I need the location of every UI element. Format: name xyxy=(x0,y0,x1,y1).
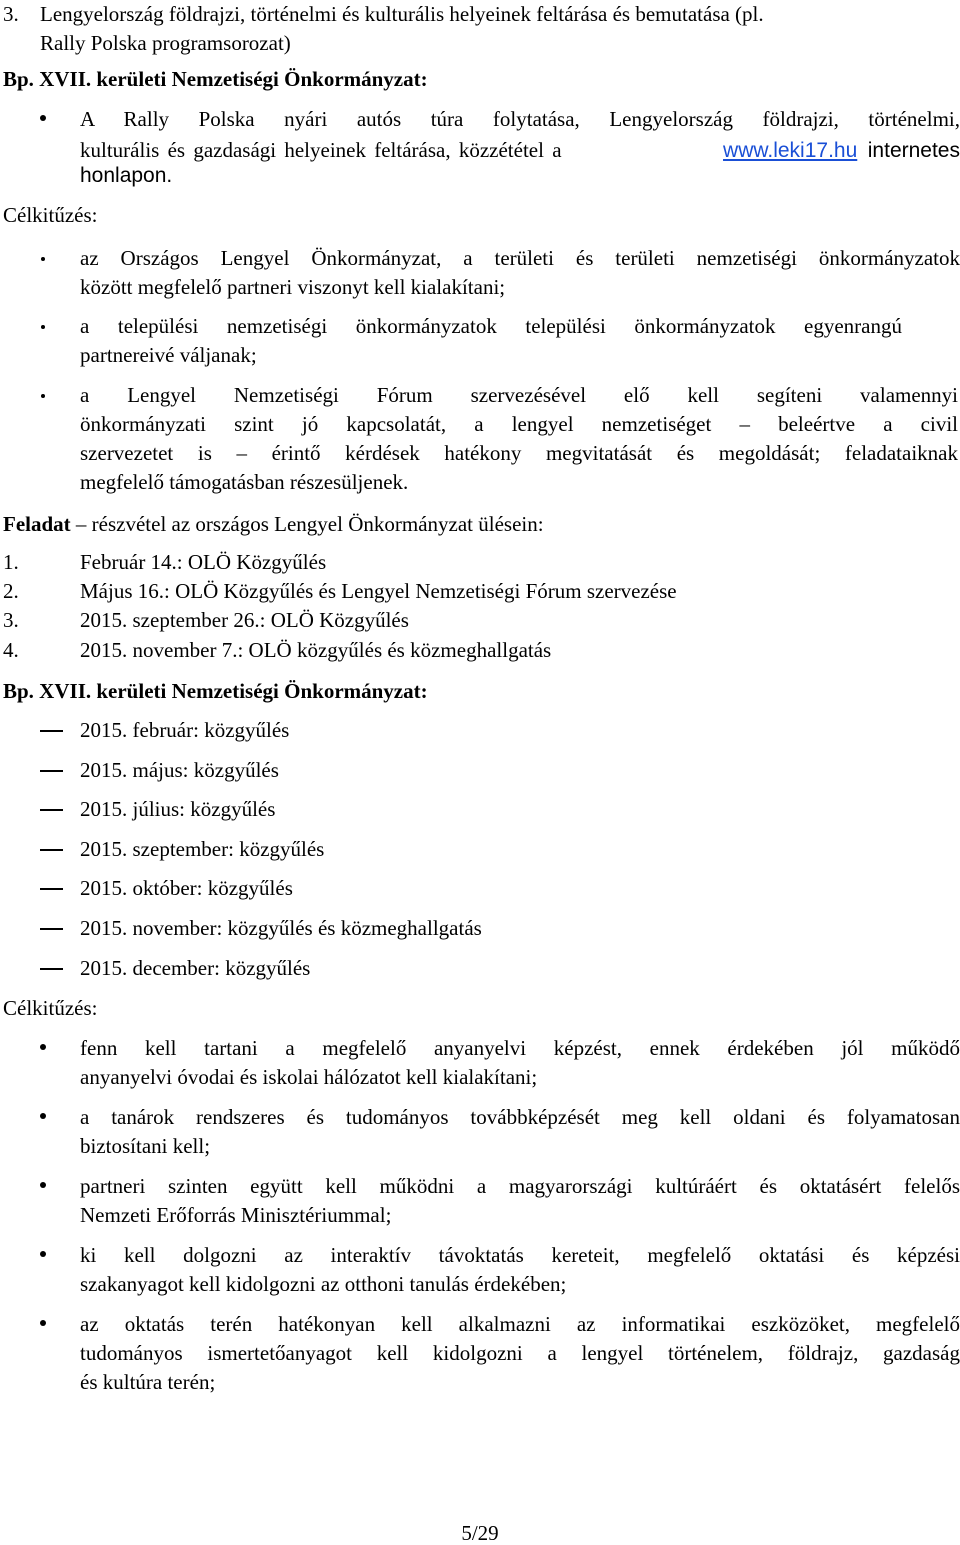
bullet-icon xyxy=(40,1251,46,1257)
bullet-icon xyxy=(41,257,45,261)
goal-line: fenn kell tartani a megfelelő anyanyelvi képzést, ennek érdekében jól működő xyxy=(80,1036,960,1060)
bullet-icon xyxy=(40,1044,46,1050)
task-label: Feladat xyxy=(3,512,71,536)
goal-line: szakanyagot kell kidolgozni az otthoni tanulás érdekében; xyxy=(80,1272,567,1296)
goal-line: a tanárok rendszeres és tudományos továbbképzését meg kell oldani és folyamatosan xyxy=(80,1105,960,1129)
goal-line: Nemzeti Erőforrás Minisztériummal; xyxy=(80,1203,392,1227)
dash-icon xyxy=(40,730,63,732)
bullet-icon xyxy=(40,1113,46,1119)
goal-line: az oktatás terén hatékonyan kell alkalmazni az informatikai eszközöket, megfelelő xyxy=(80,1312,960,1336)
goal-line: az Országos Lengyel Önkormányzat, a területi és területi nemzetiségi önkormányzatok xyxy=(80,246,960,270)
goal-line: megfelelő támogatásban részesüljenek. xyxy=(80,470,409,494)
goal-line: anyanyelvi óvodai és iskolai hálózatot kell kialakítani; xyxy=(80,1065,538,1089)
task-item: 2015. november 7.: OLÖ közgyűlés és közmeghallgatás xyxy=(80,638,552,662)
list-number: 3. xyxy=(3,2,19,26)
meeting-item: 2015. szeptember: közgyűlés xyxy=(80,837,325,861)
goal-line: tudományos ismertetőanyagot kell kidolgozni a lengyel történelem, földrajz, gazdaság xyxy=(80,1341,960,1365)
goals-heading: Célkitűzés: xyxy=(3,203,98,227)
intro-line-2: Rally Polska programsorozat) xyxy=(40,31,291,55)
section-heading: Bp. XVII. kerületi Nemzetiségi Önkormányzat: xyxy=(3,67,428,91)
task-item: Május 16.: OLÖ Közgyűlés és Lengyel Nemzetiségi Fórum szervezése xyxy=(80,579,677,603)
meeting-item: 2015. november: közgyűlés és közmeghallgatás xyxy=(80,916,482,940)
goal-line: szervezetet is – érintő kérdések hatékony megvitatását és megoldását; feladataiknak xyxy=(80,441,958,465)
rally-line-2 xyxy=(80,138,960,163)
rally-line-3: honlapon. xyxy=(80,164,173,187)
meeting-item: 2015. május: közgyűlés xyxy=(80,758,279,782)
goal-line: partnereivé váljanak; xyxy=(80,343,257,367)
dash-icon xyxy=(40,770,63,772)
dash-icon xyxy=(40,809,63,811)
bullet-icon xyxy=(40,115,46,121)
goal-line: biztosítani kell; xyxy=(80,1134,211,1158)
meeting-item: 2015. október: közgyűlés xyxy=(80,876,293,900)
rally-line-1: A Rally Polska nyári autós túra folytatása, Lengyelország földrajzi, történelmi, xyxy=(80,107,960,131)
task-item: 2015. szeptember 26.: OLÖ Közgyűlés xyxy=(80,608,409,632)
task-item: Február 14.: OLÖ Közgyűlés xyxy=(80,550,327,574)
website-link[interactable]: www.leki17.hu xyxy=(723,139,858,162)
task-number: 4. xyxy=(3,638,19,662)
goals-heading: Célkitűzés: xyxy=(3,996,98,1020)
goal-line: a Lengyel Nemzetiségi Fórum szervezésével elő kell segíteni valamennyi xyxy=(80,383,958,407)
meeting-item: 2015. február: közgyűlés xyxy=(80,718,290,742)
dash-icon xyxy=(40,849,63,851)
meeting-item: 2015. december: közgyűlés xyxy=(80,956,311,980)
goal-line: a települési nemzetiségi önkormányzatok települési önkormányzatok egyenrangú xyxy=(80,314,902,338)
goal-line: és kultúra terén; xyxy=(80,1370,216,1394)
intro-line-1: Lengyelország földrajzi, történelmi és kulturális helyeinek feltárása és bemutatása (pl. xyxy=(40,2,764,26)
task-text: – részvétel az országos Lengyel Önkormányzat ülésein: xyxy=(75,512,544,536)
task-number: 3. xyxy=(3,608,19,632)
bullet-icon xyxy=(40,1182,46,1188)
meeting-item: 2015. július: közgyűlés xyxy=(80,797,276,821)
dash-icon xyxy=(40,928,63,930)
goal-line: önkormányzati szint jó kapcsolatát, a lengyel nemzetiséget – beleértve a civil xyxy=(80,412,958,436)
goal-line: partneri szinten együtt kell működni a magyarországi kultúráért és oktatásért felelős xyxy=(80,1174,960,1198)
section-heading: Bp. XVII. kerületi Nemzetiségi Önkormányzat: xyxy=(3,679,428,703)
goal-line: ki kell dolgozni az interaktív távoktatás kereteit, megfelelő oktatási és képzési xyxy=(80,1243,960,1267)
bullet-icon xyxy=(41,394,45,398)
task-number: 1. xyxy=(3,550,19,574)
dash-icon xyxy=(40,968,63,970)
rally-line-2-text: kulturális és gazdasági helyeinek feltárása, közzététel a xyxy=(80,138,562,162)
bullet-icon xyxy=(41,325,45,329)
goal-line: között megfelelő partneri viszonyt kell kialakítani; xyxy=(80,275,506,299)
task-number: 2. xyxy=(3,579,19,603)
rally-line-2-after: internetes xyxy=(867,139,960,162)
task-heading xyxy=(3,512,544,536)
bullet-icon xyxy=(40,1320,46,1326)
page-number: 5/29 xyxy=(461,1521,499,1545)
dash-icon xyxy=(40,888,63,890)
